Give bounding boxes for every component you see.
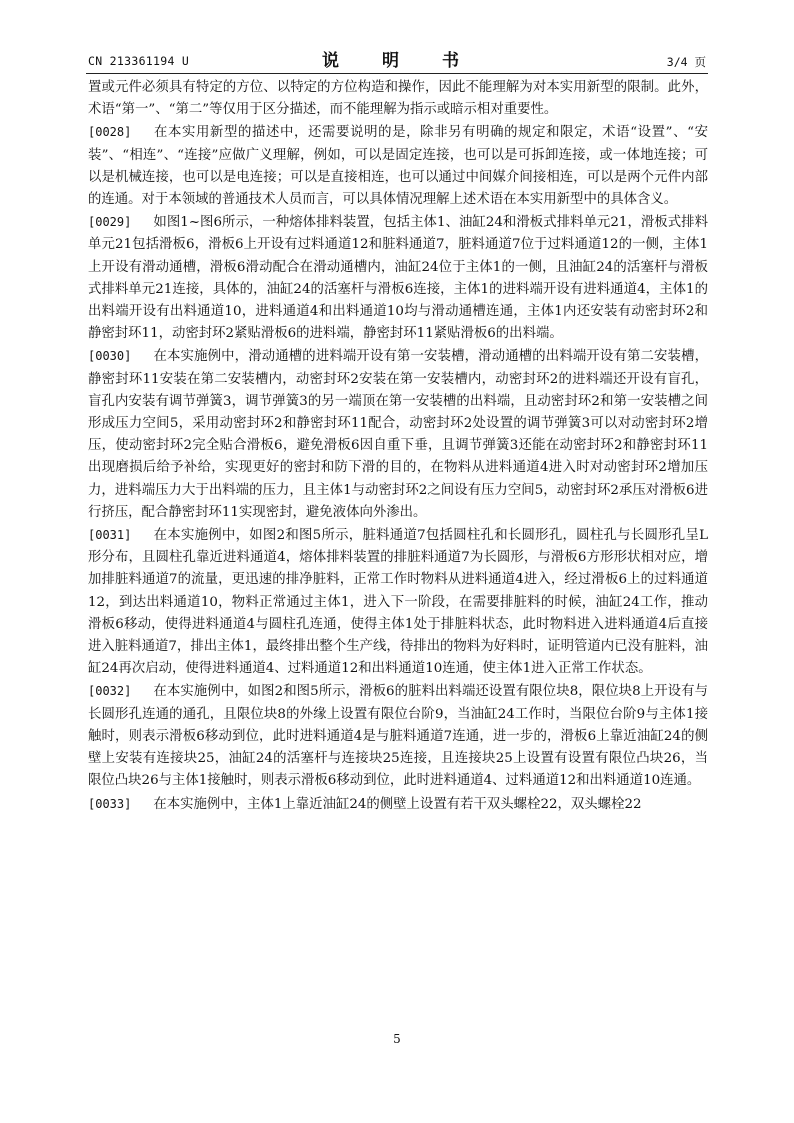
page-header — [88, 46, 706, 76]
paragraph-number: [0030] — [88, 349, 132, 364]
document-body — [88, 77, 708, 816]
paragraph-0029 — [88, 211, 708, 345]
paragraph-0028 — [88, 121, 708, 211]
document-title: 说 明 书 — [322, 51, 472, 71]
paragraph-number: [0033] — [88, 796, 132, 811]
paragraph-text: 在本实施例中，主体1上靠近油缸24的侧壁上设置有若干双头螺栓22，双头螺栓22 — [153, 796, 642, 812]
paragraph-number: [0029] — [88, 215, 132, 230]
paragraph-text: 在本实用新型的描述中，还需要说明的是，除非另有明确的规定和限定，术语“设置”、“安装”、“相连”、“连接”应做广义理解，例如，可以是固定连接，也可以是可拆卸连接，或一体地连接；可以是机械连接，也可以是电连接；可以是直接相连，也可以通过中间媒介间接相连，可以是两个元件内部的连通。对于本领域的普通技术人员而言，可以具体情况理解上述术语在本实用新型中的具体含义。 — [88, 125, 708, 208]
header-divider — [86, 73, 708, 74]
page-indicator: 3/4 页 — [666, 55, 706, 69]
paragraph-text: 如图1~图6所示，一种熔体排料装置，包括主体1、油缸24和滑板式排料单元21，滑板式排料单元21包括滑板6，滑板6上开设有过料通道12和脏料通道7，脏料通道7位于过料通道12的一侧，主体1上开设有滑动通槽，滑板6滑动配合在滑动通槽内，油缸24位于主体1的一侧，且油缸24的活塞杆与滑板式排料单元21连接，具体的，油缸24的活塞杆与滑板6连接，主体1的进料端开设有进料通道4，主体1的出料端开设有出料通道10，进料通道4和出料通道10均与滑动通槽连通，主体1内还安装有动密封环2和静密封环11，动密封环2紧贴滑板6的进料端，静密封环11紧贴滑板6的出料端。 — [88, 215, 708, 342]
paragraph-number: [0028] — [88, 125, 132, 140]
paragraph-0030 — [88, 345, 708, 524]
paragraph-number: [0031] — [88, 528, 132, 543]
paragraph-text: 在本实施例中，滑动通槽的进料端开设有第一安装槽，滑动通槽的出料端开设有第二安装槽，静密封环11安装在第二安装槽内，动密封环2安装在第一安装槽内，动密封环2的进料端还开设有盲孔，盲孔内安装有调节弹簧3，调节弹簧3的另一端顶在第一安装槽的出料端，且动密封环2和第一安装槽之间形成压力空间5，采用动密封环2和静密封环11配合，动密封环2处设置的调节弹簧3可以对动密封环2增压，使动密封环2完全贴合滑板6，避免滑板6因自重下垂，且调节弹簧3还能在动密封环2和静密封环11出现磨损后给予补给，实现更好的密封和防下滑的目的，在物料从进料通道4进入时对动密封环2增加压力，进料端压力大于出料端的压力，且主体1与动密封环2之间设有压力空间5，动密封环2承压对滑板6进行挤压，配合静密封环11实现密封，避免液体向外渗出。 — [88, 349, 708, 520]
publication-number: CN 213361194 U — [88, 54, 190, 68]
paragraph-text: 在本实施例中，如图2和图5所示，脏料通道7包括圆柱孔和长圆形孔，圆柱孔与长圆形孔呈L形分布，且圆柱孔靠近进料通道4，熔体排料装置的排脏料通道7为长圆形，与滑板6方形形状相对应，增加排脏料通道7的流量，更迅速的排净脏料，正常工作时物料从进料通道4进入，经过滑板6上的过料通道12，到达出料通道10，物料正常通过主体1，进入下一阶段，在需要排脏料的时候，油缸24工作，推动滑板6移动，使得进料通道4与圆柱孔连通，使得主体1处于排脏料状态，此时物料进入进料通道4后直接进入脏料通道7，排出主体1，最终排出整个生产线，待排出的物料为好料时，证明管道内已没有脏料，油缸24再次启动，使得进料通道4、过料通道12和出料通道10连通，使主体1进入正常工作状态。 — [88, 528, 708, 677]
paragraph-continuation — [88, 77, 708, 121]
page-number: 5 — [393, 1032, 401, 1046]
paragraph-0031 — [88, 524, 708, 680]
paragraph-0033 — [88, 793, 708, 816]
paragraph-0032 — [88, 680, 708, 792]
paragraph-text: 在本实施例中，如图2和图5所示，滑板6的脏料出料端还设置有限位块8，限位块8上开设有与长圆形孔连通的通孔，且限位块8的外缘上设置有限位台阶9，当油缸24工作时，当限位台阶9与主体1接触时，则表示滑板6移动到位，此时进料通道4是与脏料通道7连通，进一步的，滑板6上靠近油缸24的侧壁上安装有连接块25，油缸24的活塞杆与连接块25连接，且连接块25上设置有设置有限位凸块26，当限位凸块26与主体1接触时，则表示滑板6移动到位，此时进料通道4、过料通道12和出料通道10连通。 — [88, 684, 708, 789]
paragraph-text: 置或元件必须具有特定的方位、以特定的方位构造和操作，因此不能理解为对本实用新型的限制。此外，术语“第一”、“第二”等仅用于区分描述，而不能理解为指示或暗示相对重要性。 — [88, 80, 708, 118]
paragraph-number: [0032] — [88, 684, 132, 699]
